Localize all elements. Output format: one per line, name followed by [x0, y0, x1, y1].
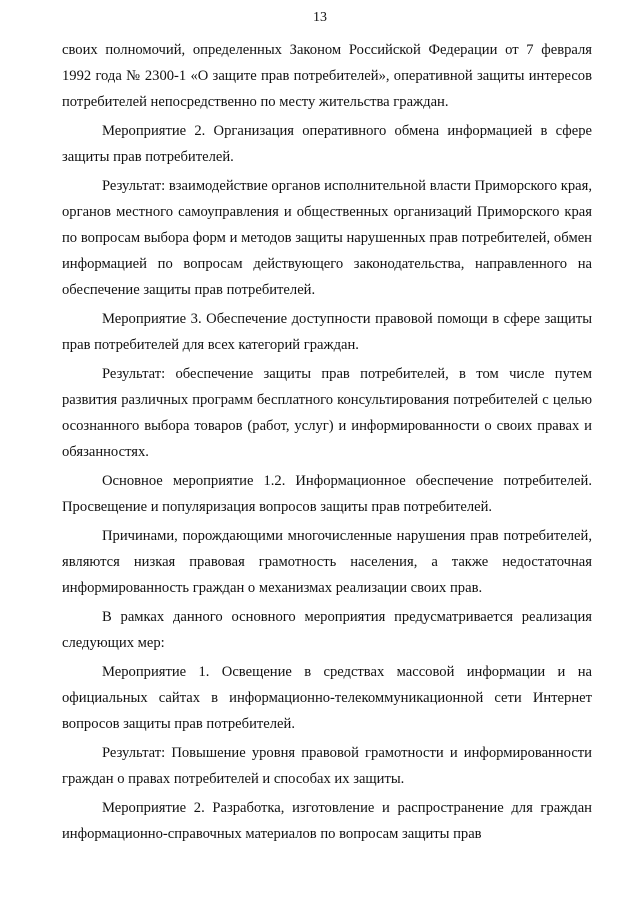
paragraph-framework: В рамках данного основного мероприятия предусматривается реализация следующих мер:	[62, 609, 592, 651]
document-body	[62, 37, 592, 850]
paragraph-measure-3: Мероприятие 3. Обеспечение доступности правовой помощи в сфере защиты прав потребителей для всех категорий граждан.	[62, 311, 592, 353]
paragraph-result-measure-2: Результат: взаимодействие органов исполнительной власти Приморского края, органов местного самоуправления и общественных организаций Приморского края по вопросам выбора форм и методов защиты нарушенных прав потребителей, обмен информацией по вопросам действующего законодательства, направленного на обеспечение защиты прав потребителей.	[62, 178, 592, 298]
page-number: 13	[313, 10, 327, 25]
paragraph-continuation: своих полномочий, определенных Законом Российской Федерации от 7 февраля 1992 года № 2300-1 «О защите прав потребителей», оперативной защиты интересов потребителей непосредственно по месту жительства граждан.	[62, 42, 592, 110]
paragraph-result-measure-3: Результат: обеспечение защиты прав потребителей, в том числе путем развития различных программ бесплатного консультирования потребителей с целью осознанного выбора товаров (работ, услуг) и информированности о своих правах и обязанностях.	[62, 366, 592, 460]
paragraph-measure-1: Мероприятие 1. Освещение в средствах массовой информации и на официальных сайтах в информационно-телекоммуникационной сети Интернет вопросов защиты прав потребителей.	[62, 664, 592, 732]
paragraph-measure-2: Мероприятие 2. Организация оперативного обмена информацией в сфере защиты прав потребителей.	[62, 123, 592, 165]
paragraph-main-measure-1-2: Основное мероприятие 1.2. Информационное обеспечение потребителей. Просвещение и популяризация вопросов защиты прав потребителей.	[62, 473, 592, 515]
paragraph-causes: Причинами, порождающими многочисленные нарушения прав потребителей, являются низкая правовая грамотность населения, а также недостаточная информированность граждан о механизмах реализации своих прав.	[62, 528, 592, 596]
paragraph-measure-2-materials: Мероприятие 2. Разработка, изготовление и распространение для граждан информационно-справочных материалов по вопросам защиты прав	[62, 800, 592, 842]
paragraph-result-measure-1: Результат: Повышение уровня правовой грамотности и информированности граждан о правах потребителей и способах их защиты.	[62, 745, 592, 787]
